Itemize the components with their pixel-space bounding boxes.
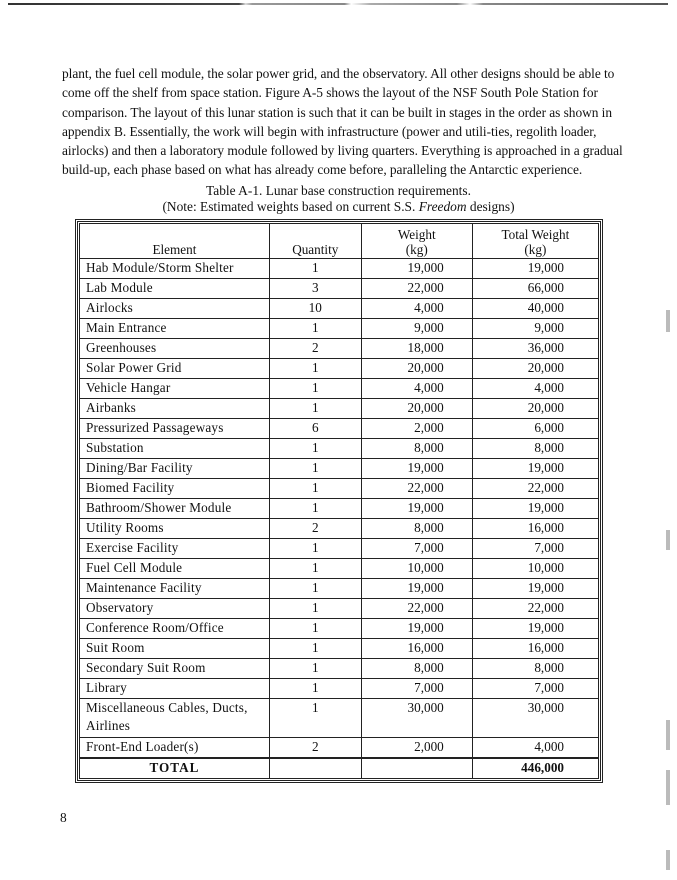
cell-weight: 19,000 (361, 499, 472, 519)
table-row (80, 399, 599, 419)
header-element: Element (80, 224, 270, 259)
total-weight (361, 758, 472, 779)
header-quantity: Quantity (269, 224, 361, 259)
cell-total-weight: 40,000 (472, 299, 598, 319)
cell-weight: 10,000 (361, 559, 472, 579)
cell-weight: 7,000 (361, 679, 472, 699)
cell-element: Airbanks (80, 399, 270, 419)
header-total-weight (472, 224, 598, 259)
table-row (80, 439, 599, 459)
total-label: TOTAL (80, 758, 270, 779)
table-row (80, 679, 599, 699)
cell-quantity: 1 (269, 499, 361, 519)
cell-quantity: 1 (269, 359, 361, 379)
cell-element: Front-End Loader(s) (80, 738, 270, 759)
cell-quantity: 1 (269, 579, 361, 599)
cell-element: Exercise Facility (80, 539, 270, 559)
table-row (80, 699, 599, 738)
cell-total-weight: 20,000 (472, 399, 598, 419)
cell-weight: 22,000 (361, 599, 472, 619)
scan-margin-mark (666, 530, 670, 550)
cell-quantity: 2 (269, 738, 361, 759)
scan-margin-mark (666, 770, 670, 805)
requirements-table (79, 223, 599, 779)
cell-quantity: 2 (269, 519, 361, 539)
total-quantity (269, 758, 361, 779)
table-row (80, 339, 599, 359)
cell-weight: 18,000 (361, 339, 472, 359)
table-note-italic: Freedom (418, 199, 467, 214)
cell-element: Library (80, 679, 270, 699)
cell-weight: 20,000 (361, 399, 472, 419)
cell-quantity: 1 (269, 679, 361, 699)
table-row (80, 519, 599, 539)
table-row (80, 379, 599, 399)
header-weight (361, 224, 472, 259)
cell-total-weight: 8,000 (472, 439, 598, 459)
cell-total-weight: 22,000 (472, 479, 598, 499)
cell-element: Main Entrance (80, 319, 270, 339)
cell-weight: 7,000 (361, 539, 472, 559)
cell-weight: 2,000 (361, 738, 472, 759)
table-row (80, 738, 599, 759)
cell-total-weight: 19,000 (472, 579, 598, 599)
table-row (80, 319, 599, 339)
cell-quantity: 1 (269, 659, 361, 679)
cell-total-weight: 8,000 (472, 659, 598, 679)
cell-element: Substation (80, 439, 270, 459)
cell-weight: 2,000 (361, 419, 472, 439)
table-row (80, 639, 599, 659)
body-paragraph: plant, the fuel cell module, the solar power grid, and the observatory. All other designs should be able to come off the shelf from space station. Figure A-5 shows the layout of the NSF South Pole Station for comparison. The layout of this lunar station is such that it can be built in stages in the order as shown in appendix B. Essentially, the work will begin with infrastructure (power and utili-ties, regolith loader, airlocks) and then a laboratory module followed by living quarters. Everything is approached in a gradual build-up, each phase based on what has already come before, paralleling the Antarctic experience. (62, 66, 623, 178)
cell-weight: 8,000 (361, 659, 472, 679)
cell-weight: 19,000 (361, 459, 472, 479)
scan-margin-mark (666, 850, 670, 870)
cell-quantity: 1 (269, 259, 361, 279)
cell-element: Miscellaneous Cables, Ducts, Airlines (80, 699, 270, 738)
table-row (80, 659, 599, 679)
cell-element: Hab Module/Storm Shelter (80, 259, 270, 279)
header-weight-line2: (kg) (405, 242, 428, 257)
cell-total-weight: 19,000 (472, 459, 598, 479)
cell-quantity: 1 (269, 439, 361, 459)
cell-total-weight: 66,000 (472, 279, 598, 299)
total-row (80, 758, 599, 779)
requirements-table-frame (75, 219, 603, 783)
cell-total-weight: 22,000 (472, 599, 598, 619)
table-note (0, 199, 677, 215)
table-row (80, 419, 599, 439)
cell-weight: 19,000 (361, 619, 472, 639)
cell-total-weight: 19,000 (472, 619, 598, 639)
cell-element: Vehicle Hangar (80, 379, 270, 399)
page-number: 8 (60, 810, 67, 825)
cell-weight: 30,000 (361, 699, 472, 738)
cell-element: Dining/Bar Facility (80, 459, 270, 479)
cell-element: Conference Room/Office (80, 619, 270, 639)
cell-total-weight: 7,000 (472, 539, 598, 559)
cell-element: Biomed Facility (80, 479, 270, 499)
cell-total-weight: 16,000 (472, 639, 598, 659)
cell-total-weight: 19,000 (472, 499, 598, 519)
cell-quantity: 1 (269, 599, 361, 619)
cell-total-weight: 16,000 (472, 519, 598, 539)
cell-total-weight: 7,000 (472, 679, 598, 699)
cell-total-weight: 4,000 (472, 738, 598, 759)
cell-total-weight: 19,000 (472, 259, 598, 279)
cell-element: Fuel Cell Module (80, 559, 270, 579)
header-weight-line1: Weight (397, 227, 436, 242)
cell-element: Solar Power Grid (80, 359, 270, 379)
cell-element: Utility Rooms (80, 519, 270, 539)
cell-weight: 19,000 (361, 579, 472, 599)
cell-quantity: 1 (269, 399, 361, 419)
table-row (80, 299, 599, 319)
header-total-line1: Total Weight (501, 227, 570, 242)
cell-weight: 16,000 (361, 639, 472, 659)
total-value: 446,000 (472, 758, 598, 779)
header-total-line2: (kg) (524, 242, 547, 257)
table-row (80, 279, 599, 299)
table-row (80, 599, 599, 619)
cell-weight: 4,000 (361, 379, 472, 399)
cell-quantity: 1 (269, 479, 361, 499)
cell-element: Bathroom/Shower Module (80, 499, 270, 519)
cell-quantity: 2 (269, 339, 361, 359)
table-row (80, 479, 599, 499)
table-row (80, 499, 599, 519)
table-row (80, 459, 599, 479)
cell-weight: 22,000 (361, 279, 472, 299)
cell-element: Suit Room (80, 639, 270, 659)
cell-element: Observatory (80, 599, 270, 619)
cell-quantity: 6 (269, 419, 361, 439)
table-body (80, 259, 599, 759)
scan-margin-mark (666, 720, 670, 750)
table-caption: Table A-1. Lunar base construction requirements. (206, 183, 471, 198)
scan-margin-mark (666, 310, 670, 332)
cell-weight: 20,000 (361, 359, 472, 379)
cell-quantity: 1 (269, 539, 361, 559)
cell-element: Greenhouses (80, 339, 270, 359)
table-row (80, 579, 599, 599)
cell-weight: 19,000 (361, 259, 472, 279)
cell-quantity: 1 (269, 319, 361, 339)
cell-quantity: 1 (269, 619, 361, 639)
table-header-row (80, 224, 599, 259)
cell-weight: 8,000 (361, 519, 472, 539)
table-row (80, 559, 599, 579)
cell-element: Airlocks (80, 299, 270, 319)
cell-quantity: 1 (269, 459, 361, 479)
table-note-post: designs) (466, 199, 515, 214)
cell-weight: 4,000 (361, 299, 472, 319)
cell-quantity: 1 (269, 699, 361, 738)
cell-total-weight: 10,000 (472, 559, 598, 579)
table-row (80, 539, 599, 559)
table-row (80, 359, 599, 379)
cell-quantity: 1 (269, 639, 361, 659)
table-row (80, 259, 599, 279)
top-rule (8, 3, 668, 5)
cell-element: Pressurized Passageways (80, 419, 270, 439)
cell-quantity: 10 (269, 299, 361, 319)
cell-total-weight: 30,000 (472, 699, 598, 738)
cell-total-weight: 36,000 (472, 339, 598, 359)
cell-total-weight: 4,000 (472, 379, 598, 399)
cell-quantity: 1 (269, 559, 361, 579)
cell-weight: 22,000 (361, 479, 472, 499)
cell-element: Secondary Suit Room (80, 659, 270, 679)
cell-total-weight: 6,000 (472, 419, 598, 439)
cell-quantity: 3 (269, 279, 361, 299)
cell-element: Lab Module (80, 279, 270, 299)
cell-weight: 9,000 (361, 319, 472, 339)
table-row (80, 619, 599, 639)
cell-total-weight: 20,000 (472, 359, 598, 379)
cell-element: Maintenance Facility (80, 579, 270, 599)
table-note-pre: (Note: Estimated weights based on current S.S. (162, 199, 419, 214)
cell-total-weight: 9,000 (472, 319, 598, 339)
cell-weight: 8,000 (361, 439, 472, 459)
cell-quantity: 1 (269, 379, 361, 399)
